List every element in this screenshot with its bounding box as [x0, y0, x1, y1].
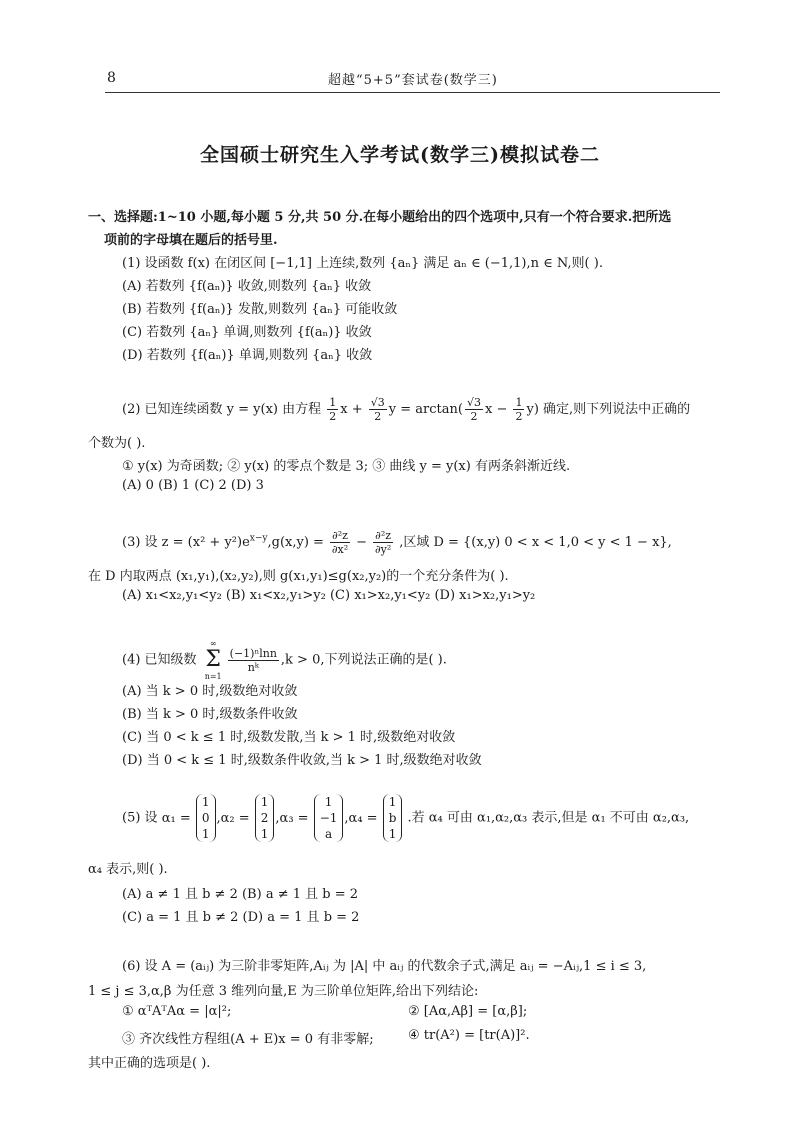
q5-cont: α₄ 表示,则( ). [88, 862, 168, 877]
q3-cont: 在 D 内取两点 (x₁,y₁),(x₂,y₂),则 g(x₁,y₁)≤g(x₂,y₂)的一个充分条件为( ). [88, 569, 509, 584]
running-header: 超越“5+5”套试卷(数学三) [328, 73, 498, 88]
q2-stem [122, 396, 690, 423]
q4-stem [122, 638, 447, 682]
q6-stem1: (6) 设 A = (aᵢⱼ) 为三阶非零矩阵,Aᵢⱼ 为 |A| 中 aᵢⱼ 的代数余子式,满足 aᵢⱼ = −Aᵢⱼ,1 ≤ i ≤ 3, [122, 959, 647, 974]
q6-question: 其中正确的选项是( ). [88, 1056, 211, 1071]
q4-option-b: (B) 当 k > 0 时,级数条件收敛 [122, 707, 298, 722]
q6-claim2: ② [Aα,Aβ] = [α,β]; [408, 1004, 528, 1019]
q2-cont: 个数为( ). [88, 436, 146, 451]
q5-options-row1: (A) a ≠ 1 且 b ≠ 2 (B) a ≠ 1 且 b = 2 [122, 887, 359, 902]
q3-prefix: (3) 设 z = (x² + y²)e [122, 535, 250, 550]
q4-prefix: (4) 已知级数 [122, 652, 197, 668]
q3-exponent: x−y [249, 533, 268, 544]
q4-option-d: (D) 当 0 < k ≤ 1 时,级数条件收敛,当 k > 1 时,级数绝对收敛 [122, 753, 482, 768]
q6-claim4: ④ tr(A²) = [tr(A)]². [408, 1028, 530, 1043]
q5-vectors: α₁ = 1 0 1 ,α₂ = 1 2 1 ,α₃ = 1 −1 a ,α₄ = 1 b 1 [162, 811, 408, 826]
q2-prefix: (2) 已知连续函数 y = y(x) 由方程 [122, 402, 322, 417]
q2-suffix: 确定,则下列说法中正确的 [543, 402, 691, 417]
q3-mid: ,g(x,y) = [267, 535, 324, 550]
q1-option-a: (A) 若数列 {f(aₙ)} 收敛,则数列 {aₙ} 收敛 [122, 279, 372, 294]
q4-sum-symbol: ∞ Σ n=1 [204, 639, 222, 681]
q5-suffix: .若 α₄ 可由 α₁,α₂,α₃ 表示,但是 α₁ 不可由 α₂,α₃, [407, 810, 690, 826]
q6-stem2: 1 ≤ j ≤ 3,α,β 为任意 3 维列向量,E 为三阶单位矩阵,给出下列结论: [88, 984, 479, 999]
q4-suffix: ,k > 0,下列说法正确的是( ). [280, 652, 447, 668]
q5-stem [122, 794, 689, 842]
q3-stem [122, 529, 672, 556]
section-heading-line1: 一、选择题:1~10 小题,每小题 5 分,共 50 分.在每小题给出的四个选项中,只有一个符合要求.把所选 [88, 210, 672, 225]
q5-prefix: (5) 设 [122, 810, 158, 826]
page-title: 全国硕士研究生入学考试(数学三)模拟试卷二 [200, 144, 600, 166]
section-heading-line2: 项前的字母填在题后的括号里. [104, 233, 278, 248]
q2-equation: $\frac{1}{2}$ x + $\frac{√3}{2}$ y = arctan( $\frac{√3}{2}$ x − $\frac{1}{2}$ y) [329, 396, 544, 423]
q4-option-a: (A) 当 k > 0 时,级数绝对收敛 [122, 684, 298, 699]
q2-options: (A) 0 (B) 1 (C) 2 (D) 3 [122, 478, 264, 493]
q1-option-d: (D) 若数列 {f(aₙ)} 单调,则数列 {aₙ} 收敛 [122, 348, 373, 363]
q4-term: $\frac{\text{(−1)ⁿlnn}}{\text{nᵏ}}$ [229, 646, 277, 674]
q3-partials: $\frac{\text{∂²z}}{\text{∂x²}}$ − $\frac{\text{∂²z}}{\text{∂y²}}$ [331, 529, 392, 556]
q1-option-b: (B) 若数列 {f(aₙ)} 发散,则数列 {aₙ} 可能收敛 [122, 302, 398, 317]
q6-claim3: ③ 齐次线性方程组(A + E)x = 0 有非零解; [122, 1032, 374, 1047]
q4-option-c: (C) 当 0 < k ≤ 1 时,级数发散,当 k > 1 时,级数绝对收敛 [122, 730, 456, 745]
q5-options-row2: (C) a = 1 且 b ≠ 2 (D) a = 1 且 b = 2 [122, 910, 360, 925]
q1-stem: (1) 设函数 f(x) 在闭区间 [−1,1] 上连续,数列 {aₙ} 满足 aₙ ∈ (−1,1),n ∈ N,则( ). [122, 256, 603, 271]
q3-suffix: ,区域 D = {(x,y) 0 < x < 1,0 < y < 1 − x}, [399, 535, 672, 550]
q1-option-c: (C) 若数列 {aₙ} 单调,则数列 {f(aₙ)} 收敛 [122, 325, 372, 340]
q3-options: (A) x₁<x₂,y₁<y₂ (B) x₁<x₂,y₁>y₂ (C) x₁>x₂,y₁<y₂ (D) x₁>x₂,y₁>y₂ [122, 588, 536, 603]
q6-claim1: ① αᵀAᵀAα = |α|²; [122, 1004, 232, 1019]
page-number: 8 [107, 70, 116, 86]
header-rule [105, 92, 720, 93]
q2-claims: ① y(x) 为奇函数; ② y(x) 的零点个数是 3; ③ 曲线 y = y(x) 有两条斜渐近线. [122, 459, 571, 474]
